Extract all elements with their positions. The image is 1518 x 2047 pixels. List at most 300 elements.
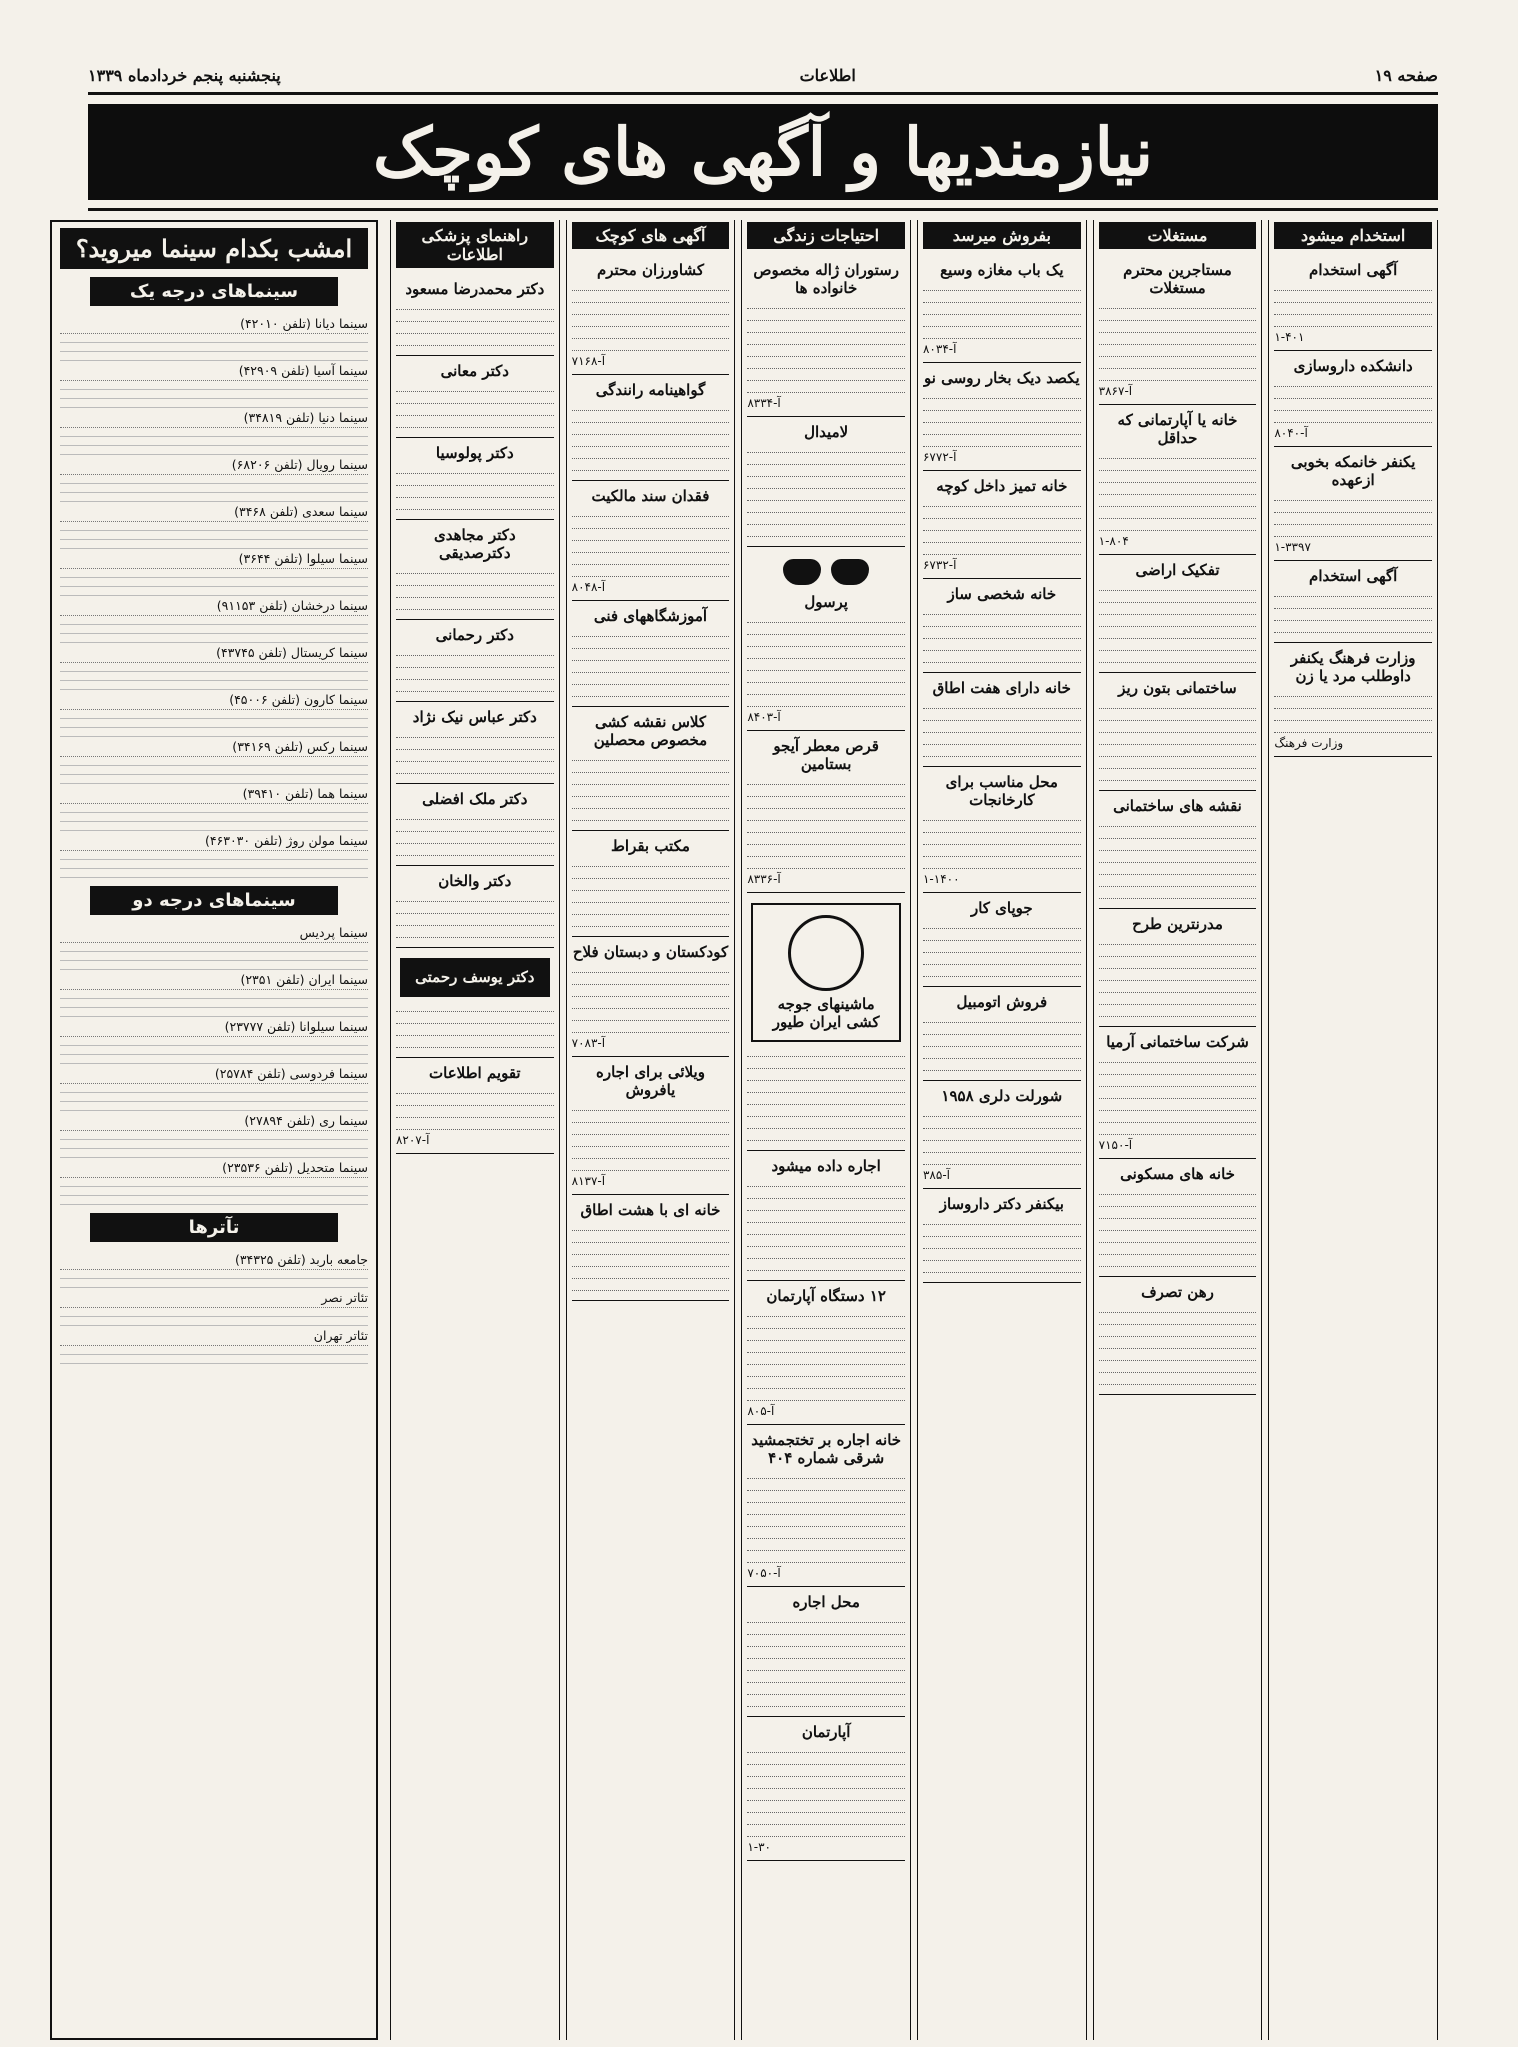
ad-text-line [572, 330, 730, 339]
classified-ad [747, 731, 905, 893]
listing-text-line [60, 587, 368, 596]
ad-text-line [572, 402, 730, 411]
ad-text-line [747, 1108, 905, 1117]
classifieds-banner: نیازمندیها و آگهی های کوچک [88, 104, 1438, 200]
ad-text-line [396, 917, 554, 926]
ad-text-line [923, 318, 1081, 327]
classified-ad [1099, 791, 1257, 909]
ad-text-line [1099, 1090, 1257, 1099]
ad-title: پرسول [804, 593, 848, 611]
listing-text-line [60, 775, 368, 784]
ad-text-line [1099, 642, 1257, 651]
classified-ad [747, 1587, 905, 1717]
ad-code: وزارت فرهنگ [1274, 736, 1344, 750]
ad-code: آ-۶۷۳۲ [922, 558, 957, 572]
ad-title: دکتر معانی [440, 362, 509, 380]
ad-text-line [1274, 516, 1432, 525]
classified-ad [747, 547, 905, 731]
ad-text-line [747, 1380, 905, 1389]
classified-column [566, 220, 736, 2040]
ad-text-line [572, 282, 730, 291]
ad-text-line [747, 788, 905, 797]
ad-code: آ-۷۰۸۳ [571, 1036, 606, 1050]
listing-text-line [60, 475, 368, 484]
ad-text-line [747, 698, 905, 707]
ad-text-line [923, 390, 1081, 399]
rooster-seal-icon [788, 915, 864, 991]
classified-ad [923, 1189, 1081, 1283]
classified-ad [1274, 447, 1432, 561]
ad-text-line [1099, 960, 1257, 969]
ad-text-line [1274, 528, 1432, 537]
ad-text-line [572, 1138, 730, 1147]
ad-text-line [572, 812, 730, 821]
ad-text-line [1099, 522, 1257, 531]
listing-text-line [60, 1046, 368, 1055]
ad-text-line [572, 788, 730, 797]
cinema-list-second-run [60, 923, 368, 1205]
classified-column [390, 220, 560, 2040]
ad-title: گواهینامه رانندگی [595, 381, 706, 399]
listing-text-line [60, 1008, 368, 1017]
ad-text-line [1274, 414, 1432, 423]
ad-text-line [923, 546, 1081, 555]
ad-text-line [396, 577, 554, 586]
ad-text-line [747, 1072, 905, 1081]
ad-text-line [1099, 830, 1257, 839]
ad-text-line [747, 1120, 905, 1129]
classified-ad [572, 375, 730, 481]
ad-text-line [1274, 306, 1432, 315]
ad-text-line [923, 1144, 1081, 1153]
ad-text-line [747, 528, 905, 537]
ad-title: ماشینهای جوجه کشی ایران طیور [772, 995, 880, 1031]
classified-ad [572, 937, 730, 1057]
ad-text-line [1099, 1126, 1257, 1135]
ad-text-line [747, 1262, 905, 1271]
ad-text-line [923, 498, 1081, 507]
ad-text-line [747, 836, 905, 845]
listing-text-line [60, 522, 368, 531]
cinema-listing: سینما مولن روژ (تلفن ۴۶۳۰۳۰) [60, 831, 368, 851]
listing-text-line [60, 399, 368, 408]
classified-ad [396, 520, 554, 620]
banner-rule [88, 208, 1438, 211]
listing-text-line [60, 672, 368, 681]
ad-text-line [747, 1650, 905, 1659]
ad-text-line [396, 1027, 554, 1036]
ad-code: آ-۳۸۶۷ [1098, 384, 1133, 398]
listing-text-line [60, 484, 368, 493]
ad-text-line [1099, 450, 1257, 459]
ad-text-line [1099, 1304, 1257, 1313]
ad-title: شرکت ساختمانی آرمیا [1106, 1033, 1249, 1051]
newspaper-name: اطلاعات [799, 65, 856, 85]
ad-title: بیکنفر دکتر داروساز [939, 1195, 1064, 1213]
ad-text-line [1099, 1078, 1257, 1087]
ad-text-line [1099, 510, 1257, 519]
ad-text-line [1099, 654, 1257, 663]
ad-text-line [747, 300, 905, 309]
classified-column [1093, 220, 1263, 2040]
ad-text-line [1099, 606, 1257, 615]
ad-text-line [396, 905, 554, 914]
ad-text-line [747, 1320, 905, 1329]
page-number: صفحه ۱۹ [1374, 65, 1438, 85]
ad-code: آ-۸۰۳۴ [922, 342, 957, 356]
ad-text-line [572, 688, 730, 697]
ad-text-line [1099, 1364, 1257, 1373]
column-heading: مستغلات [1099, 222, 1257, 249]
ad-code: آ-۷۱۶۸ [571, 354, 606, 368]
ad-text-line [396, 589, 554, 598]
ad-text-line [923, 654, 1081, 663]
ad-text-line [396, 1003, 554, 1012]
classified-ad [572, 1057, 730, 1195]
classified-ad [923, 255, 1081, 363]
ad-text-line [572, 520, 730, 529]
ad-text-line [572, 664, 730, 673]
ad-text-line [747, 848, 905, 857]
ad-text-line [396, 659, 554, 668]
ad-text-line [572, 318, 730, 327]
classified-ad [1099, 1027, 1257, 1159]
listing-text-line [60, 616, 368, 625]
ad-title: دکتر ملک افضلی [422, 790, 528, 808]
cinema-listings [50, 220, 378, 2040]
ad-text-line [1099, 878, 1257, 887]
ad-text-line [747, 336, 905, 345]
cinema-listing: سینما هما (تلفن ۳۹۴۱۰) [60, 784, 368, 804]
ad-text-line [747, 360, 905, 369]
ad-code: آ-۷۰۵۰ [747, 1566, 781, 1580]
ad-text-line [1274, 612, 1432, 621]
ad-text-line [396, 489, 554, 498]
ad-text-line [396, 671, 554, 680]
ad-text-line [747, 1698, 905, 1707]
ad-text-line [572, 894, 730, 903]
ad-text-line [1099, 854, 1257, 863]
listing-text-line [60, 352, 368, 361]
listing-text-line [60, 625, 368, 634]
theaters-heading: تآترها [90, 1213, 338, 1242]
ad-text-line [923, 1014, 1081, 1023]
ad-text-line [923, 438, 1081, 447]
classified-ad [1099, 555, 1257, 673]
ad-code: ۱-۳۳۹۷ [1274, 540, 1311, 554]
ad-text-line [747, 516, 905, 525]
ad-text-line [1099, 818, 1257, 827]
column-heading: آگهی های کوچک [572, 222, 730, 249]
ad-title: دکتر یوسف رحمتی [415, 968, 535, 986]
cinema-listing: سینما ری (تلفن ۲۷۸۹۴) [60, 1111, 368, 1131]
listing-text-line [60, 446, 368, 455]
ad-text-line [747, 1214, 905, 1223]
ad-text-line [572, 1102, 730, 1111]
ad-text-line [923, 534, 1081, 543]
ad-text-line [1274, 600, 1432, 609]
ad-text-line [1274, 318, 1432, 327]
ad-text-line [747, 1060, 905, 1069]
ad-text-line [1099, 372, 1257, 381]
ad-text-line [747, 650, 905, 659]
ad-text-line [747, 1392, 905, 1401]
ad-text-line [396, 893, 554, 902]
listing-text-line [60, 710, 368, 719]
ad-code: آ-۳۸۵ [922, 1168, 950, 1182]
cinema-listing: سینما متحدیل (تلفن ۲۳۵۳۶) [60, 1158, 368, 1178]
ad-text-line [572, 640, 730, 649]
page-header [88, 62, 1438, 88]
column-heading: استخدام میشود [1274, 222, 1432, 249]
ad-text-line [572, 532, 730, 541]
ad-title: خانه های مسکونی [1120, 1165, 1235, 1183]
cinema-listing: سینما آسیا (تلفن ۴۲۹۰۹) [60, 361, 368, 381]
ad-text-line [572, 764, 730, 773]
ad-title: آگهی استخدام [1309, 261, 1398, 279]
listing-text-line [60, 1270, 368, 1279]
ad-text-line [572, 858, 730, 867]
listing-text-line [60, 822, 368, 831]
ad-code: آ-۸۴۰۳ [747, 710, 781, 724]
ad-text-line [747, 1084, 905, 1093]
ad-text-line [747, 824, 905, 833]
cinema-listing: سینما سعدی (تلفن ۳۴۶۸) [60, 502, 368, 522]
sunglasses-icon [781, 555, 871, 589]
ad-title: یکنفر خانمکه بخوبی ازعهده [1290, 453, 1416, 489]
ad-text-line [747, 1178, 905, 1187]
listing-text-line [60, 943, 368, 952]
listing-text-line [60, 681, 368, 690]
cinema-listing: سینما فردوسی (تلفن ۲۵۷۸۴) [60, 1064, 368, 1084]
ad-text-line [1274, 378, 1432, 387]
ad-title: آموزشگاههای فنی [593, 607, 708, 625]
ad-code: آ-۸۰۴۸ [571, 580, 606, 594]
ad-text-line [747, 1494, 905, 1503]
classified-ad [1274, 643, 1432, 757]
ad-text-line [747, 492, 905, 501]
ad-text-line [572, 676, 730, 685]
classified-column [917, 220, 1087, 2040]
ad-text-line [923, 1062, 1081, 1071]
classified-ad [572, 1195, 730, 1301]
ad-text-line [923, 1108, 1081, 1117]
listing-text-line [60, 569, 368, 578]
ad-text-line [747, 1238, 905, 1247]
ad-title: خانه اجاره بر تختجمشید شرقی شماره ۴۰۴ [751, 1431, 902, 1467]
ad-title: خانه تمیز داخل کوچه [936, 477, 1068, 495]
ad-title: کلاس نقشه کشی مخصوص محصلین [593, 713, 708, 749]
ad-text-line [1099, 984, 1257, 993]
ad-title: آگهی استخدام [1309, 567, 1398, 585]
lawyer-ad-box [400, 958, 550, 997]
ad-text-line [1099, 1008, 1257, 1017]
ad-text-line [747, 480, 905, 489]
cinema-listing: سینما سیلوا (تلفن ۳۶۴۴) [60, 549, 368, 569]
ad-text-line [572, 438, 730, 447]
classified-ad [396, 274, 554, 356]
ad-text-line [923, 1252, 1081, 1261]
ad-text-line [923, 920, 1081, 929]
ad-title: جوپای کار [970, 899, 1033, 917]
ad-text-line [923, 944, 1081, 953]
ad-text-line [1099, 748, 1257, 757]
ad-text-line [1099, 948, 1257, 957]
ad-title: محل مناسب برای کارخانجات [945, 773, 1058, 809]
classified-ad [572, 707, 730, 831]
ad-text-line [396, 647, 554, 656]
ad-text-line [747, 1344, 905, 1353]
listing-text-line [60, 1317, 368, 1326]
ad-title: دکتر پولوسیا [435, 444, 514, 462]
ad-text-line [747, 1202, 905, 1211]
ad-text-line [572, 652, 730, 661]
ad-text-line [1099, 618, 1257, 627]
ad-text-line [1274, 390, 1432, 399]
issue-date: پنجشنبه پنجم خردادماه ۱۳۳۹ [88, 65, 281, 85]
ad-title: رستوران ژاله مخصوص خانواده ها [753, 261, 899, 297]
listing-text-line [60, 851, 368, 860]
classified-ad [747, 1151, 905, 1281]
ad-text-line [923, 510, 1081, 519]
ad-title: دکتر عباس نیک نژاد [412, 708, 537, 726]
listing-text-line [60, 1187, 368, 1196]
listing-text-line [60, 1037, 368, 1046]
ad-text-line [396, 823, 554, 832]
ad-text-line [396, 753, 554, 762]
ad-text-line [1274, 282, 1432, 291]
ad-title: وزارت فرهنگ یکنفر داوطلب مرد یا زن [1290, 649, 1416, 685]
classified-ad [923, 767, 1081, 893]
ad-text-line [747, 1756, 905, 1765]
ad-text-line [1099, 1316, 1257, 1325]
listing-text-line [60, 1178, 368, 1187]
ad-text-line [747, 1614, 905, 1623]
classified-ad [396, 1058, 554, 1154]
classified-column [1268, 220, 1438, 2040]
ad-text-line [747, 384, 905, 393]
ad-text-line [1274, 700, 1432, 709]
ad-text-line [923, 402, 1081, 411]
classified-ad [747, 893, 905, 1151]
ad-text-line [1099, 1258, 1257, 1267]
ad-text-line [747, 614, 905, 623]
ad-text-line [396, 301, 554, 310]
ad-text-line [396, 929, 554, 938]
classified-ad [1099, 1277, 1257, 1395]
ad-text-line [1099, 890, 1257, 899]
listing-text-line [60, 1093, 368, 1102]
listing-text-line [60, 493, 368, 502]
ad-text-line [747, 312, 905, 321]
classified-ad [923, 1081, 1081, 1189]
ad-text-line [747, 1332, 905, 1341]
ad-text-line [572, 882, 730, 891]
ad-text-line [747, 1096, 905, 1105]
ad-text-line [747, 626, 905, 635]
ad-text-line [923, 606, 1081, 615]
ad-text-line [1099, 1328, 1257, 1337]
ad-title: دکتر رحمانی [435, 626, 514, 644]
ad-title: فقدان سند مالکیت [591, 487, 710, 505]
ad-text-line [572, 1012, 730, 1021]
classified-ad [396, 948, 554, 1058]
ad-text-line [923, 1050, 1081, 1059]
ad-text-line [572, 800, 730, 809]
ad-text-line [572, 1126, 730, 1135]
classified-ad [396, 620, 554, 702]
ad-text-line [572, 1222, 730, 1231]
ad-text-line [572, 1000, 730, 1009]
ad-text-line [572, 306, 730, 315]
ad-text-line [747, 1780, 905, 1789]
listing-text-line [60, 1149, 368, 1158]
ad-text-line [396, 565, 554, 574]
classified-ad [923, 893, 1081, 987]
ad-text-line [747, 674, 905, 683]
ad-text-line [1099, 324, 1257, 333]
classified-ad [1099, 255, 1257, 405]
cinema-listing: سینما دنیا (تلفن ۳۴۸۱۹) [60, 408, 368, 428]
ad-title: تقویم اطلاعات [429, 1064, 521, 1082]
ad-text-line [747, 1482, 905, 1491]
listing-text-line [60, 381, 368, 390]
ad-code: آ-۸۰۴۰ [1274, 426, 1308, 440]
ad-text-line [747, 1804, 905, 1813]
ad-text-line [923, 824, 1081, 833]
listing-text-line [60, 390, 368, 399]
ad-text-line [396, 395, 554, 404]
ad-title: محل اجاره [792, 1593, 860, 1611]
ad-text-line [747, 444, 905, 453]
ad-text-line [572, 1246, 730, 1255]
ad-title: خانه شخصی ساز [947, 585, 1057, 603]
ad-text-line [747, 686, 905, 695]
ad-code: آ-۸۳۳۶ [747, 872, 781, 886]
cinema-listing: سینما پردیس [60, 923, 368, 943]
ad-text-line [1099, 712, 1257, 721]
ad-text-line [572, 568, 730, 577]
ad-title: ساختمانی بتون ریز [1118, 679, 1237, 697]
ad-text-line [396, 419, 554, 428]
listing-text-line [60, 343, 368, 352]
ad-text-line [1274, 624, 1432, 633]
ad-title: کشاورزان محترم [596, 261, 704, 279]
classified-ad [1099, 673, 1257, 791]
classified-ad [747, 1717, 905, 1861]
listing-text-line [60, 437, 368, 446]
ad-text-line [923, 724, 1081, 733]
ad-text-line [747, 1542, 905, 1551]
ad-text-line [572, 294, 730, 303]
ad-text-line [1099, 866, 1257, 875]
ad-text-line [1099, 842, 1257, 851]
ad-text-line [747, 1792, 905, 1801]
ad-code: ۱-۸۰۴ [1098, 534, 1129, 548]
ad-text-line [1099, 630, 1257, 639]
second-run-heading: سینماهای درجه دو [90, 886, 338, 915]
ad-text-line [747, 1638, 905, 1647]
classified-ad [923, 987, 1081, 1081]
ad-title: دکتر مجاهدی دکترصدیقی [433, 526, 516, 562]
classified-ad [396, 702, 554, 784]
ad-text-line [1099, 760, 1257, 769]
ad-text-line [1274, 504, 1432, 513]
ad-text-line [1099, 312, 1257, 321]
ad-text-line [747, 800, 905, 809]
ad-text-line [923, 1264, 1081, 1273]
listing-text-line [60, 860, 368, 869]
